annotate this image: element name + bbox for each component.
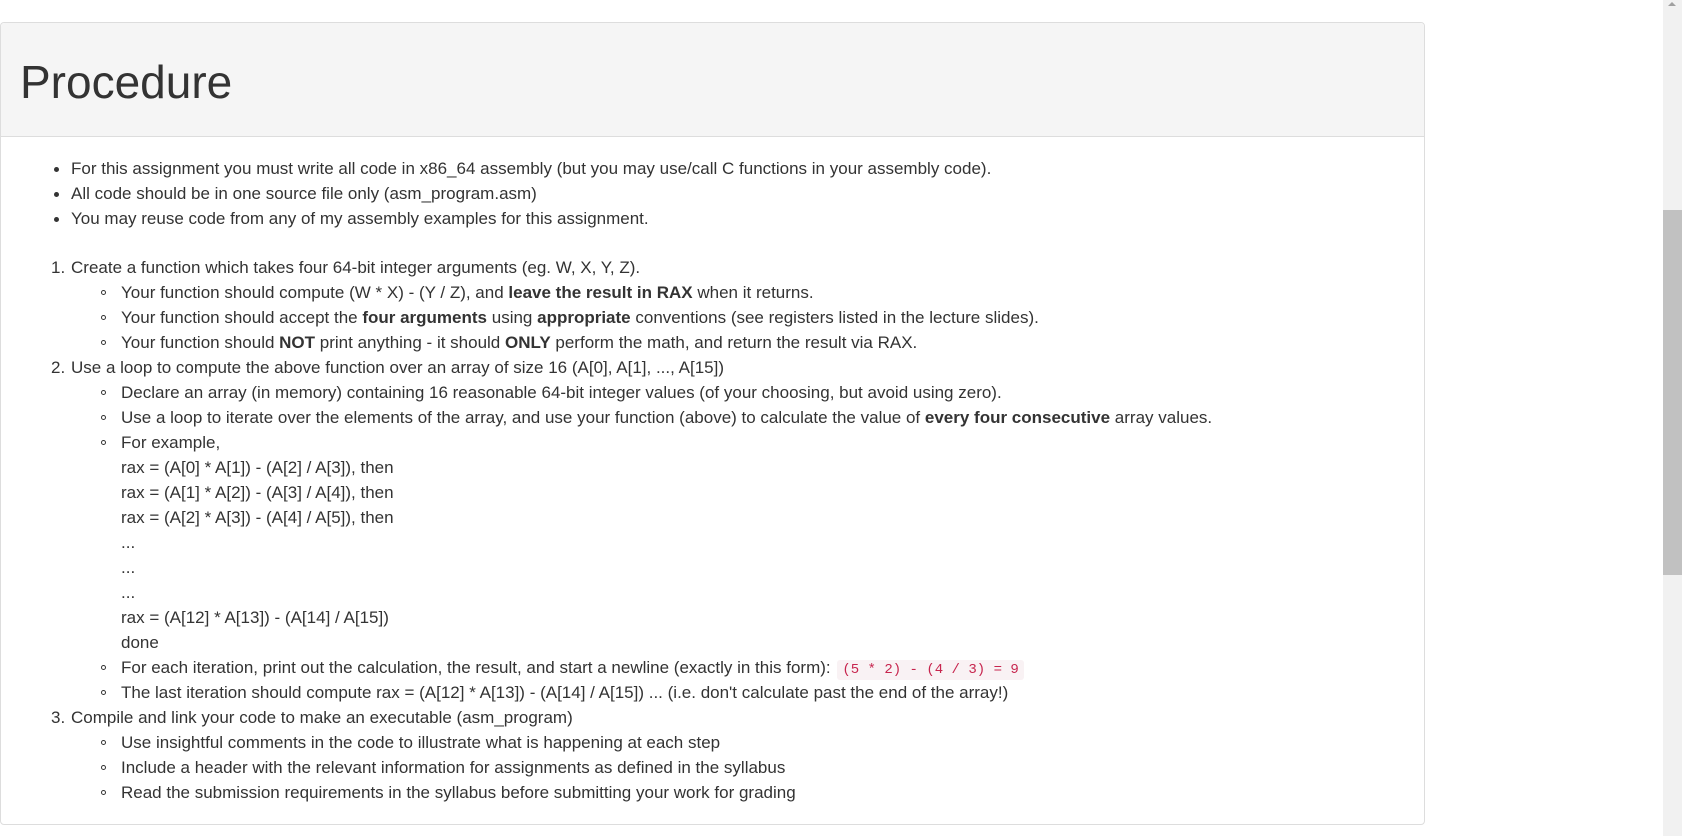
list-item: Use a loop to iterate over the elements of the array, and use your function (above) to calculate the value of every four consecutive array values. (71, 405, 1401, 430)
step-text: Use a loop to compute the above function over an array of size 16 (A[0], A[1], ..., A[15]) (71, 358, 724, 377)
procedure-panel (0, 22, 1425, 825)
step-text: Compile and link your code to make an executable (asm_program) (71, 708, 573, 727)
example-line: For example, (121, 433, 221, 452)
example-line: rax = (A[12] * A[13]) - (A[14] / A[15]) (121, 608, 389, 627)
example-line: ... (121, 583, 136, 602)
step-number: 1. (51, 258, 66, 277)
example-item (71, 430, 1401, 655)
list-item: Use insightful comments in the code to illustrate what is happening at each step (71, 730, 1401, 755)
output-format-code: (5 * 2) - (4 / 3) = 9 (837, 660, 1023, 680)
step-2 (1, 355, 1401, 705)
step-number: 2. (51, 358, 66, 377)
list-item: Declare an array (in memory) containing 16 reasonable 64-bit integer values (of your choosing, but avoid using zero). (71, 380, 1401, 405)
scrollbar-thumb[interactable] (1663, 210, 1682, 575)
list-item: For each iteration, print out the calculation, the result, and start a newline (exactly in this form): (5 * 2) - (4 / 3) = 9 (71, 655, 1401, 680)
list-item: For this assignment you must write all code in x86_64 assembly (but you may use/call C functions in your assembly code). (1, 156, 1401, 181)
step-1-items (71, 280, 1401, 355)
example-line: ... (121, 558, 136, 577)
intro-list (1, 156, 1401, 231)
list-item: The last iteration should compute rax = (A[12] * A[13]) - (A[14] / A[15]) ... (i.e. don't calculate past the end of the array!) (71, 680, 1401, 705)
panel-heading (1, 23, 1424, 137)
list-item: Your function should compute (W * X) - (Y / Z), and leave the result in RAX when it returns. (71, 280, 1401, 305)
example-line: done (121, 633, 159, 652)
panel-title: Procedure (20, 56, 233, 108)
step-3-items (71, 730, 1401, 805)
example-line: rax = (A[2] * A[3]) - (A[4] / A[5]), then (121, 508, 394, 527)
steps-list (1, 255, 1401, 805)
vertical-scrollbar[interactable] (1663, 0, 1682, 836)
list-item: Your function should NOT print anything - it should ONLY perform the math, and return the result via RAX. (71, 330, 1401, 355)
list-item: You may reuse code from any of my assembly examples for this assignment. (1, 206, 1401, 231)
step-number: 3. (51, 708, 66, 727)
list-item: Include a header with the relevant information for assignments as defined in the syllabus (71, 755, 1401, 780)
step-3 (1, 705, 1401, 805)
example-line: ... (121, 533, 136, 552)
example-line: rax = (A[1] * A[2]) - (A[3] / A[4]), then (121, 483, 394, 502)
list-item: Read the submission requirements in the syllabus before submitting your work for grading (71, 780, 1401, 805)
step-2-items (71, 380, 1401, 705)
scroll-up-arrow-icon[interactable] (1668, 2, 1676, 6)
step-1 (1, 255, 1401, 355)
list-item: All code should be in one source file only (asm_program.asm) (1, 181, 1401, 206)
example-line: rax = (A[0] * A[1]) - (A[2] / A[3]), then (121, 458, 394, 477)
list-item: Your function should accept the four arguments using appropriate conventions (see registers listed in the lecture slides). (71, 305, 1401, 330)
step-text: Create a function which takes four 64-bit integer arguments (eg. W, X, Y, Z). (71, 258, 641, 277)
